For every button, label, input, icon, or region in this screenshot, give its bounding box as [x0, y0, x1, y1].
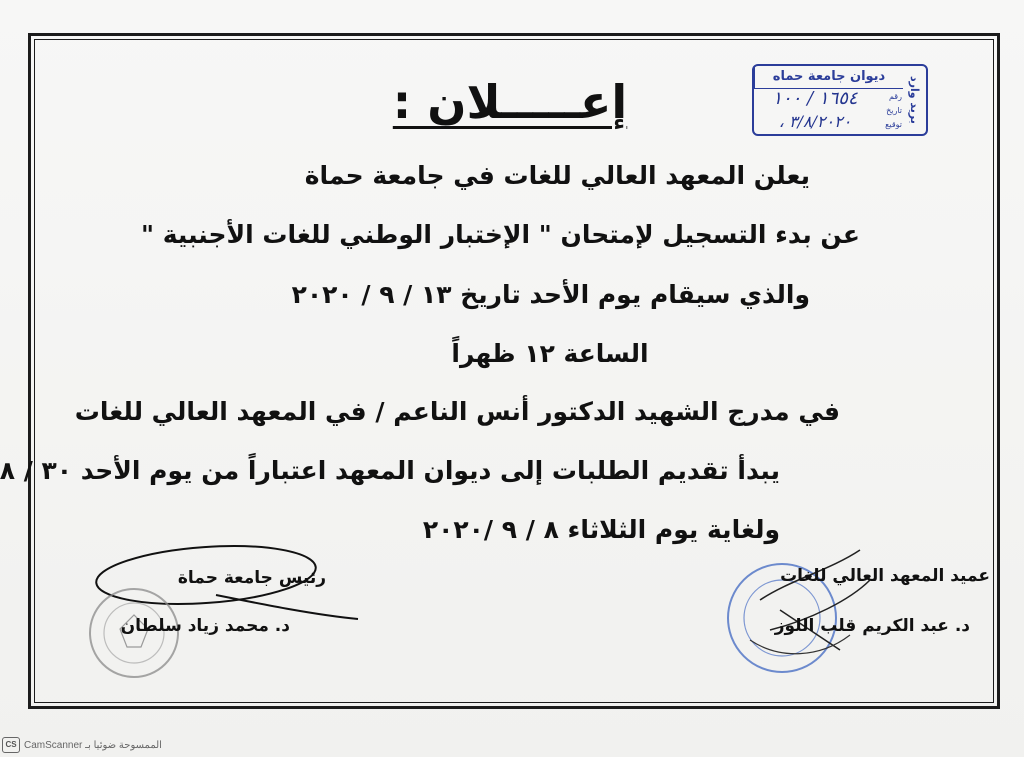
stamp-field-labels	[872, 90, 902, 132]
dean-title: عميد المعهد العالي للغات	[780, 566, 990, 586]
stamp-label-signature: توقيع	[885, 120, 902, 129]
camscanner-watermark	[2, 736, 162, 754]
stamp-number-value: ١٦٥٤ / ١٠٠	[772, 88, 858, 109]
camscanner-text: الممسوحة ضوئيا بـ CamScanner	[24, 739, 162, 751]
stamp-label-number: رقم	[888, 92, 902, 101]
camscanner-icon: CS	[2, 737, 20, 753]
dean-name: د. عبد الكريم قلب اللوز	[774, 616, 970, 636]
body-line-1: يعلن المعهد العالي للغات في جامعة حماة	[304, 161, 810, 190]
stamp-date-value: ٣/٨/٢٠٢٠ ،	[778, 112, 852, 131]
body-line-7: ولغاية يوم الثلاثاء ٨ / ٩ /٢٠٢٠	[422, 515, 780, 544]
president-name: د. محمد زياد سلطان	[120, 616, 290, 636]
body-line-4: الساعة ١٢ ظهراً	[451, 339, 649, 368]
president-title: رئيس جامعة حماة	[177, 568, 326, 588]
body-line-3: والذي سيقام يوم الأحد تاريخ ١٣ / ٩ / ٢٠٢٠	[291, 280, 810, 309]
announcement-heading: إعـــــلان :	[392, 75, 628, 129]
body-line-2: عن بدء التسجيل لإمتحان " الإختبار الوطني للغات الأجنبية "	[140, 220, 860, 249]
stamp-side-label: بريد وارد	[908, 76, 921, 124]
incoming-mail-stamp	[752, 64, 928, 136]
body-line-5: في مدرج الشهيد الدكتور أنس الناعم / في المعهد العالي للغات	[74, 397, 840, 426]
body-line-6: يبدأ تقديم الطلبات إلى ديوان المعهد اعتباراً من يوم الأحد ٣٠ / ٨	[0, 456, 780, 485]
stamp-title: ديوان جامعة حماه	[754, 66, 903, 89]
stamp-label-date: تاريخ	[886, 106, 902, 115]
